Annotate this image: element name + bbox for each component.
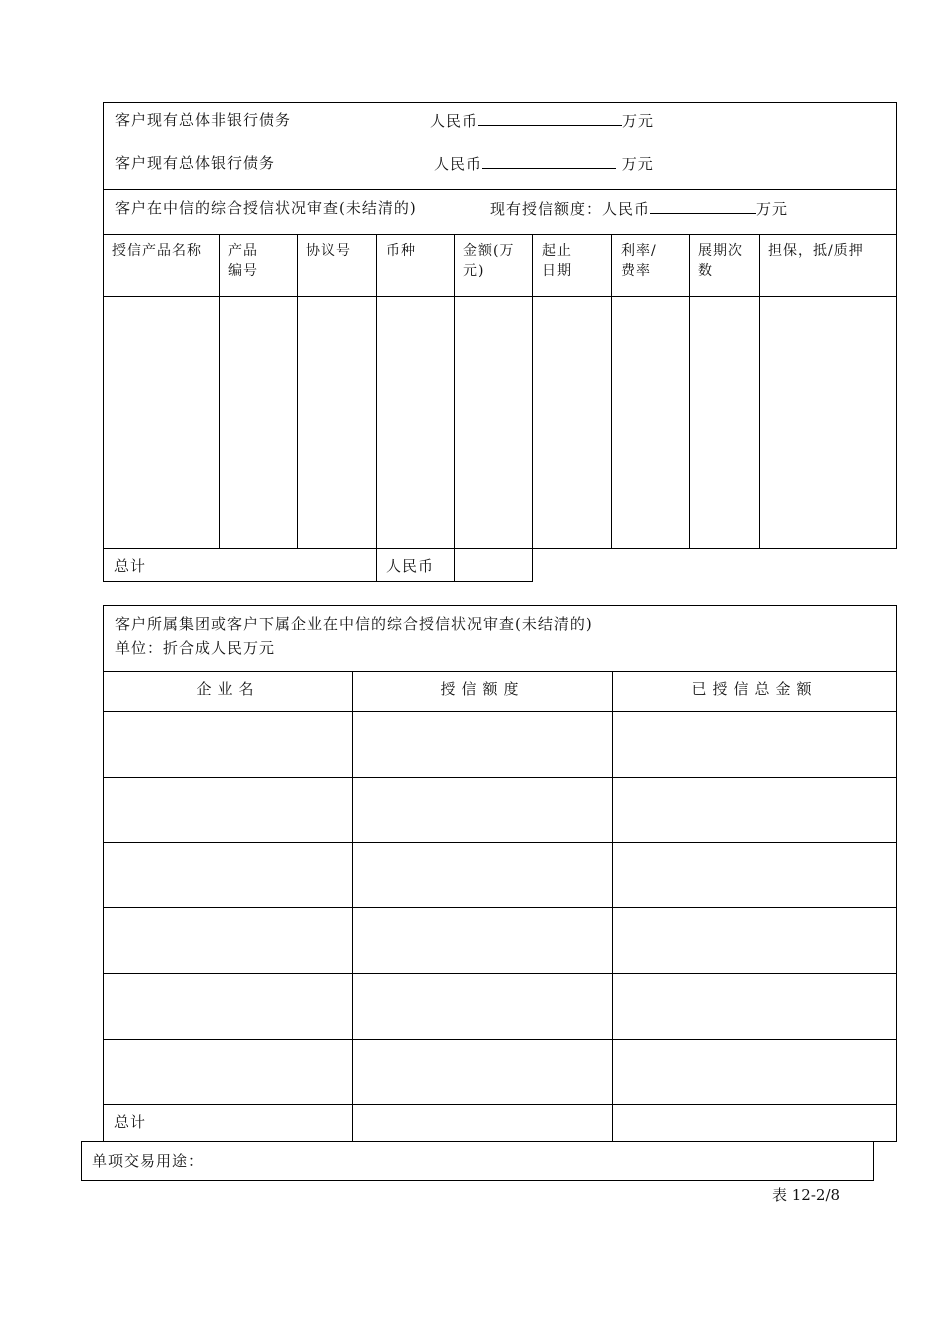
bank-debt-label: 客户现有总体银行债务 [115, 154, 276, 172]
border-line [896, 605, 897, 1141]
group-credit-table [0, 590, 950, 1150]
border-line [103, 234, 897, 235]
col-header-credit-limit: 授信额度 [440, 680, 525, 698]
current-limit-input[interactable] [650, 198, 756, 214]
col-header-currency: 币种 [386, 243, 416, 259]
col-header-amount: 金额(万元) [463, 243, 515, 279]
col-header-extensions: 展期次数 [698, 243, 743, 279]
purpose-label: 单项交易用途： [92, 1152, 205, 1170]
currency-label: 人民币 [430, 112, 479, 130]
review-title: 客户在中信的综合授信状况审查(未结清的) [115, 199, 417, 217]
col-header-product-name: 授信产品名称 [112, 243, 202, 259]
unit-label: 万元 [621, 155, 654, 173]
bank-debt-input[interactable] [482, 153, 616, 169]
transaction-purpose-box[interactable] [81, 1141, 874, 1181]
border-line [103, 189, 897, 190]
credit-detail-body[interactable] [104, 297, 896, 548]
total-amount-cell[interactable] [455, 549, 532, 581]
non-bank-debt-input[interactable] [478, 110, 622, 126]
col-header-total-granted: 已授信总金额 [691, 680, 818, 698]
border-line [103, 605, 897, 606]
col-header-company-name: 企业名 [196, 680, 260, 698]
unit-label: 万元 [622, 112, 655, 130]
unit-label: 万元 [756, 200, 789, 218]
row-line [103, 1104, 897, 1105]
total-currency: 人民币 [386, 557, 435, 575]
group-total-label: 总计 [114, 1113, 147, 1131]
unit-note: 单位：折合成人民万元 [115, 639, 276, 657]
table-row[interactable] [104, 974, 896, 1039]
total-label: 总计 [114, 557, 147, 575]
table-row[interactable] [104, 1040, 896, 1104]
form-number: 表 12-2/8 [772, 1186, 841, 1204]
table-row[interactable] [104, 712, 896, 777]
col-header-agreement-no: 协议号 [306, 243, 351, 259]
current-limit [490, 198, 788, 219]
col-header-date-range: 起止日期 [542, 243, 572, 279]
table-row[interactable] [104, 843, 896, 907]
col-header-rate: 利率/费率 [621, 243, 657, 279]
border-line [896, 102, 897, 548]
current-limit-label: 现有授信额度：人民币 [490, 200, 651, 218]
table-row[interactable] [104, 778, 896, 842]
table-row[interactable] [104, 908, 896, 973]
border-line [103, 102, 897, 103]
bank-debt-amount [434, 153, 654, 174]
credit-review-table [0, 0, 950, 590]
currency-label: 人民币 [434, 155, 483, 173]
border-line [103, 671, 897, 672]
col-header-collateral: 担保，抵/质押 [768, 243, 864, 259]
border-line [103, 581, 533, 582]
non-bank-debt-amount [430, 110, 654, 131]
non-bank-debt-label: 客户现有总体非银行债务 [115, 111, 292, 129]
col-header-product-code: 产品编号 [228, 243, 258, 279]
group-review-title: 客户所属集团或客户下属企业在中信的综合授信状况审查(未结清的) [115, 615, 593, 633]
